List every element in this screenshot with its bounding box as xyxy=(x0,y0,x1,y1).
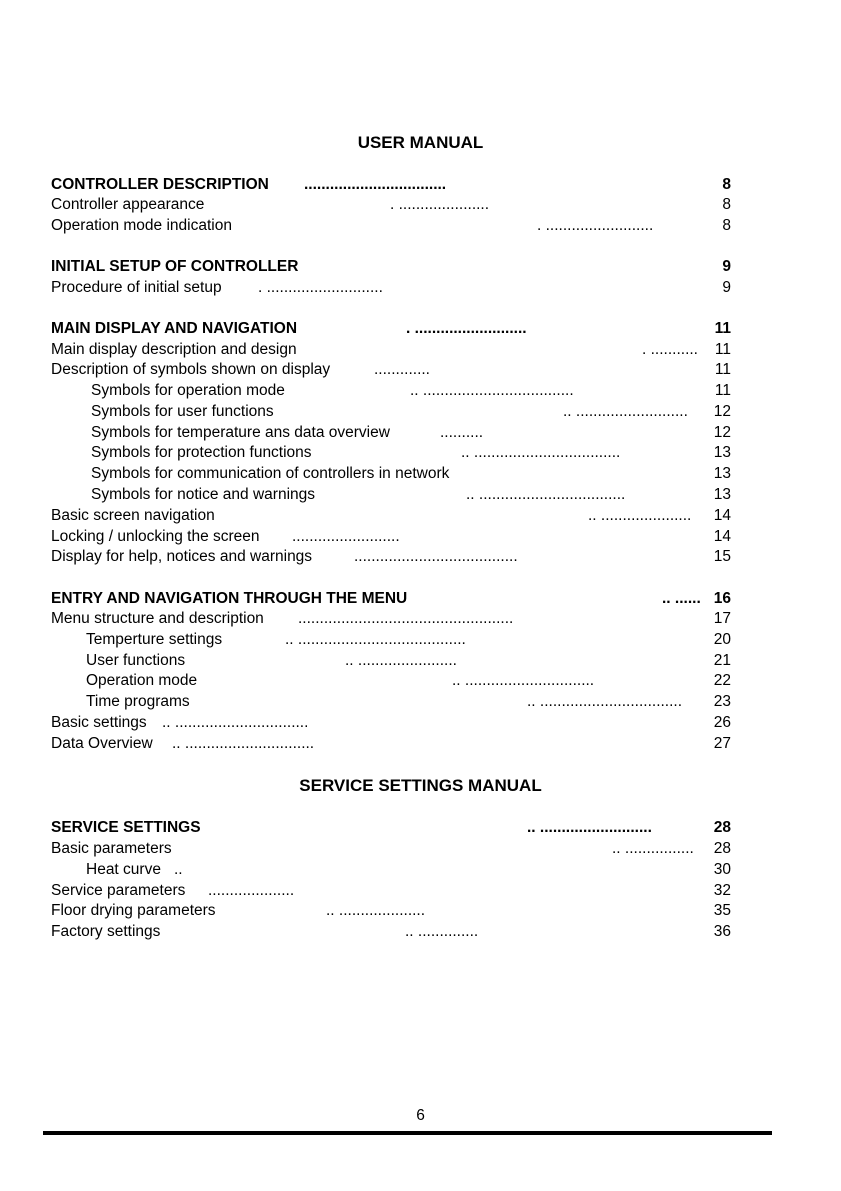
toc-leader: . .......................... xyxy=(406,320,527,337)
toc-label: INITIAL SETUP OF CONTROLLER xyxy=(51,258,299,275)
toc-leader: ............. xyxy=(374,361,430,378)
toc-label: Operation mode indication xyxy=(51,217,232,234)
toc-label: Basic parameters xyxy=(51,840,172,857)
toc-page: 27 xyxy=(713,735,731,752)
toc-page: 35 xyxy=(713,902,731,919)
toc-entry[interactable] xyxy=(0,216,841,236)
toc-leader: .. .............. xyxy=(405,923,479,940)
toc-page: 12 xyxy=(713,424,731,441)
toc-leader: .................... xyxy=(208,882,295,899)
user-manual-heading: USER MANUAL xyxy=(357,133,484,152)
toc-label: Time programs xyxy=(86,693,190,710)
toc-page: 16 xyxy=(713,590,731,607)
toc-page: 30 xyxy=(713,861,731,878)
toc-label: Display for help, notices and warnings xyxy=(51,548,313,565)
toc-subentry[interactable] xyxy=(0,464,841,484)
toc-entry[interactable] xyxy=(0,713,841,733)
toc-leader: ...................................... xyxy=(354,548,518,565)
toc-page: 22 xyxy=(713,672,731,689)
toc-page: 11 xyxy=(714,341,731,358)
toc-label: Symbols for user functions xyxy=(91,403,274,420)
toc-subentry[interactable] xyxy=(0,692,841,712)
toc-page: 21 xyxy=(713,652,731,669)
toc-label: Basic screen navigation xyxy=(51,507,215,524)
toc-page: 11 xyxy=(714,361,731,378)
toc-subentry[interactable] xyxy=(0,402,841,422)
toc-label: Data Overview xyxy=(51,735,153,752)
toc-leader: ......................... xyxy=(292,528,400,545)
toc-entry[interactable] xyxy=(0,881,841,901)
toc-label: Locking / unlocking the screen xyxy=(51,528,260,545)
toc-label: Basic settings xyxy=(51,714,147,731)
toc-leader: . ........................... xyxy=(258,279,383,296)
toc-page: 13 xyxy=(713,444,731,461)
toc-leader: .. .............................. xyxy=(172,735,315,752)
toc-entry[interactable] xyxy=(0,609,841,629)
toc-leader: .. .......................... xyxy=(563,403,688,420)
toc-entry[interactable] xyxy=(0,360,841,380)
toc-entry[interactable] xyxy=(0,278,841,298)
toc-entry[interactable] xyxy=(0,547,841,567)
toc-entry[interactable] xyxy=(0,734,841,754)
toc-page: 11 xyxy=(714,382,731,399)
toc-label: SERVICE SETTINGS xyxy=(51,819,201,836)
toc-subentry[interactable] xyxy=(0,651,841,671)
toc-label: CONTROLLER DESCRIPTION xyxy=(51,176,269,193)
toc-section[interactable] xyxy=(0,818,841,838)
toc-page: 36 xyxy=(713,923,731,940)
toc-leader: . ..................... xyxy=(390,196,490,213)
toc-page: 20 xyxy=(713,631,731,648)
toc-leader: . ........... xyxy=(642,341,698,358)
toc-page: 28 xyxy=(713,819,731,836)
toc-page: 8 xyxy=(722,196,731,213)
toc-label: Floor drying parameters xyxy=(51,902,216,919)
toc-section[interactable] xyxy=(0,589,841,609)
toc-page: 11 xyxy=(714,320,731,337)
toc-subentry[interactable] xyxy=(0,860,841,880)
page-number: 6 xyxy=(416,1107,425,1124)
toc-leader: .. ..................... xyxy=(588,507,692,524)
toc-page: 23 xyxy=(713,693,731,710)
toc-leader: .. ................................... xyxy=(410,382,574,399)
toc-label: Symbols for protection functions xyxy=(91,444,312,461)
toc-leader: ................................. xyxy=(304,176,447,193)
toc-page: 32 xyxy=(713,882,731,899)
toc-label: Description of symbols shown on display xyxy=(51,361,331,378)
toc-leader: .. ................ xyxy=(612,840,694,857)
toc-leader: .. ....................... xyxy=(345,652,457,669)
toc-entry[interactable] xyxy=(0,527,841,547)
toc-entry[interactable] xyxy=(0,839,841,859)
toc-leader: .. ............................... xyxy=(162,714,309,731)
service-manual-heading: SERVICE SETTINGS MANUAL xyxy=(299,776,542,795)
toc-entry[interactable] xyxy=(0,340,841,360)
toc-subentry[interactable] xyxy=(0,423,841,443)
toc-label: MAIN DISPLAY AND NAVIGATION xyxy=(51,320,298,337)
toc-label: ENTRY AND NAVIGATION THROUGH THE MENU xyxy=(51,590,408,607)
toc-leader: .. ...... xyxy=(662,590,701,607)
toc-leader: .. .................................. xyxy=(466,486,626,503)
toc-leader: .. ................................. xyxy=(527,693,683,710)
toc-subentry[interactable] xyxy=(0,443,841,463)
toc-entry[interactable] xyxy=(0,922,841,942)
toc-label: Procedure of initial setup xyxy=(51,279,222,296)
toc-leader: .. .................... xyxy=(326,902,426,919)
toc-label: Symbols for notice and warnings xyxy=(91,486,316,503)
toc-page: 28 xyxy=(713,840,731,857)
toc-page: 12 xyxy=(713,403,731,420)
toc-label: Controller appearance xyxy=(51,196,205,213)
toc-page: 26 xyxy=(713,714,731,731)
toc-page: 9 xyxy=(722,279,731,296)
toc-page: 13 xyxy=(713,465,731,482)
toc-page: 15 xyxy=(713,548,731,565)
toc-entry[interactable] xyxy=(0,901,841,921)
toc-subentry[interactable] xyxy=(0,485,841,505)
toc-page: 8 xyxy=(722,176,731,193)
toc-label: User functions xyxy=(86,652,186,669)
toc-label: Operation mode xyxy=(86,672,198,689)
toc-section[interactable] xyxy=(0,319,841,339)
toc-label: Symbols for temperature ans data overview xyxy=(91,424,390,441)
toc-leader: .. .............................. xyxy=(452,672,595,689)
toc-page: 9 xyxy=(722,258,731,275)
toc-page: 14 xyxy=(713,507,731,524)
footer-rule xyxy=(43,1131,772,1135)
toc-subentry[interactable] xyxy=(0,671,841,691)
toc-page: 14 xyxy=(713,528,731,545)
toc-subentry[interactable] xyxy=(0,381,841,401)
toc-label: Factory settings xyxy=(51,923,161,940)
toc-entry[interactable] xyxy=(0,195,841,215)
toc-label: Main display description and design xyxy=(51,341,297,358)
toc-label: Menu structure and description xyxy=(51,610,264,627)
toc-leader: .................................................. xyxy=(298,610,514,627)
toc-label: Symbols for communication of controllers in network xyxy=(91,465,450,482)
toc-leader: .. xyxy=(174,861,183,878)
toc-entry[interactable] xyxy=(0,506,841,526)
toc-section[interactable] xyxy=(0,257,841,277)
toc-page: 13 xyxy=(713,486,731,503)
toc-page: 17 xyxy=(713,610,731,627)
toc-section[interactable] xyxy=(0,175,841,195)
toc-label: Service parameters xyxy=(51,882,186,899)
toc-leader: .. ....................................... xyxy=(285,631,466,648)
toc-page: 8 xyxy=(722,217,731,234)
toc-leader: .. .......................... xyxy=(527,819,652,836)
toc-label: Heat curve xyxy=(86,861,161,878)
toc-leader: .......... xyxy=(440,424,484,441)
toc-label: Temperture settings xyxy=(86,631,223,648)
toc-leader: . ......................... xyxy=(537,217,654,234)
toc-label: Symbols for operation mode xyxy=(91,382,285,399)
toc-subentry[interactable] xyxy=(0,630,841,650)
toc-leader: .. .................................. xyxy=(461,444,621,461)
